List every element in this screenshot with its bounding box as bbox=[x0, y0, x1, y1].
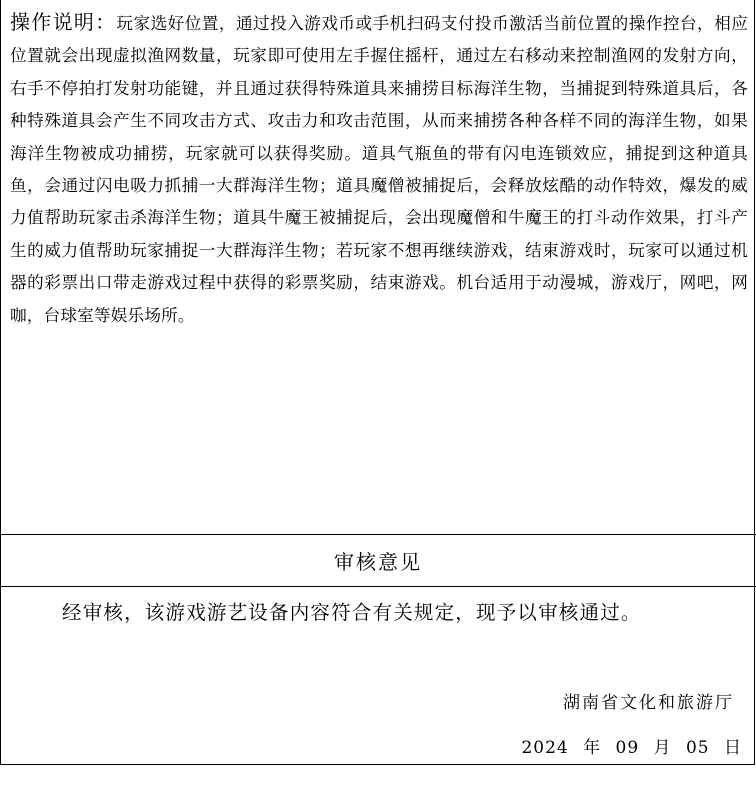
review-date: 2024 年 09 月 05 日 bbox=[521, 738, 742, 758]
instructions-label: 操作说明： bbox=[10, 10, 117, 34]
instructions-body: 玩家选好位置，通过投入游戏币或手机扫码支付投币激活当前位置的操作控台，相应位置就会出现虚拟渔网数量，玩家即可使用左手握住摇杆，通过左右移动来控制渔网的发射方向，右手不停拍打发射功能键，并且通过获得特殊道具来捕捞目标海洋生物，当捕捉到特殊道具后，各种特殊道具会产生不同攻击方式、攻击力和攻击范围，从而来捕捞各种各样不同的海洋生物，如果海洋生物被成功捕捞，玩家就可以获得奖励。道具气瓶鱼的带有闪电连锁效应，捕捉到这种道具鱼，会通过闪电吸力抓捕一大群海洋生物；道具魔僧被捕捉后，会释放炫酷的动作特效，爆发的威力值帮助玩家击杀海洋生物；道具牛魔王被捕捉后，会出现魔僧和牛魔王的打斗动作效果，打斗产生的威力值帮助玩家捕捉一大群海洋生物；若玩家不想再继续游戏，结束游戏时，玩家可以通过机器的彩票出口带走游戏过程中获得的彩票奖励，结束游戏。机台适用于动漫城，游戏厅，网吧，网咖，台球室等娱乐场所。 bbox=[10, 14, 748, 325]
review-opinion: 经审核，该游戏游艺设备内容符合有关规定，现予以审核通过。 bbox=[62, 601, 642, 624]
divider-bottom bbox=[0, 586, 756, 587]
operation-instructions bbox=[10, 6, 748, 332]
divider-top bbox=[0, 534, 756, 535]
issuing-authority: 湖南省文化和旅游厅 bbox=[563, 693, 734, 713]
review-header: 审核意见 bbox=[334, 550, 422, 574]
